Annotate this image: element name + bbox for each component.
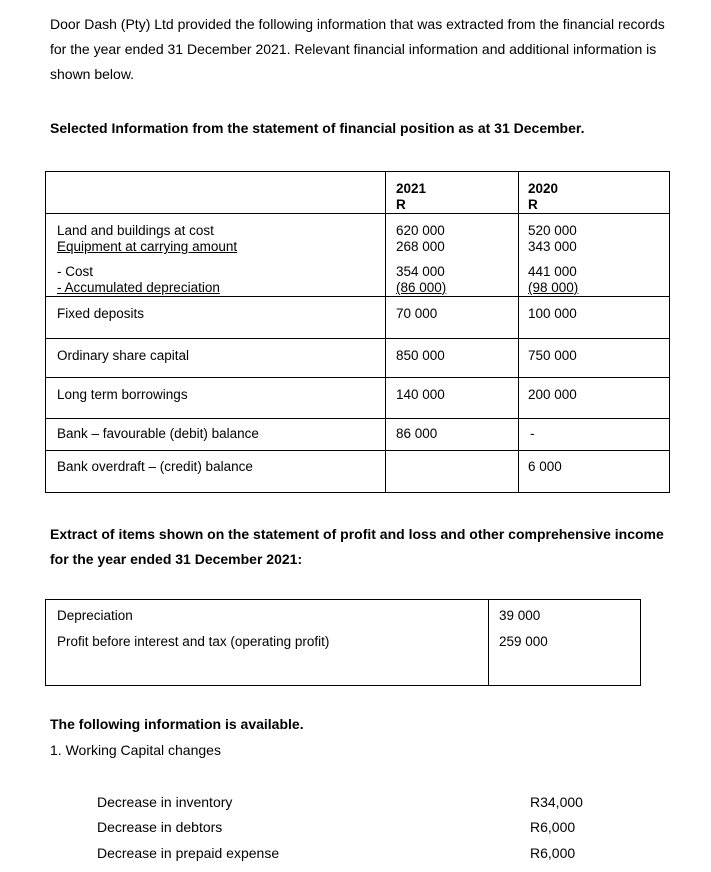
row-share-2020: 750 000 [528, 348, 577, 363]
sfp-col-divider-1 [385, 172, 386, 492]
row-land-2020: 520 000 [528, 223, 577, 238]
row-accdep-2021: (86 000) [396, 280, 447, 295]
sfp-col-divider-2 [518, 172, 519, 492]
row-fixed-label: Fixed deposits [57, 306, 145, 321]
intro-line-2: for the year ended 31 December 2021. Relevant financial information and additional information is [50, 41, 657, 57]
wc-inventory-value: R34,000 [530, 794, 583, 810]
sfp-row-divider [46, 418, 669, 419]
row-cost-2021: 354 000 [396, 264, 445, 279]
pl-heading-line-1: Extract of items shown on the statement of profit and loss and other comprehensive income [50, 526, 664, 542]
wc-inventory-label: Decrease in inventory [97, 794, 233, 810]
row-ltb-2020: 200 000 [528, 387, 577, 402]
pl-heading [50, 522, 706, 572]
pl-table [45, 599, 641, 686]
row-equip-label: Equipment at carrying amount [57, 239, 238, 254]
pl-dep-value: 39 000 [499, 608, 541, 623]
intro-paragraph [50, 12, 706, 87]
row-bankfav-2021: 86 000 [396, 426, 438, 441]
row-accdep-label: - Accumulated depreciation [57, 280, 220, 295]
additional-item-1: 1. Working Capital changes [50, 742, 221, 758]
row-fixed-2021: 70 000 [396, 306, 438, 321]
intro-line-1: Door Dash (Pty) Ltd provided the following information that was extracted from the financial records [50, 16, 665, 32]
row-land-label: Land and buildings at cost [57, 223, 214, 238]
sfp-row-divider [46, 213, 669, 214]
pl-col-divider [488, 600, 489, 685]
additional-heading: The following information is available. [50, 716, 304, 732]
sfp-row-divider [46, 450, 669, 451]
row-share-label: Ordinary share capital [57, 348, 190, 363]
row-land-2021: 620 000 [396, 223, 445, 238]
intro-line-3: shown below. [50, 66, 135, 82]
row-cost-label: - Cost [57, 264, 94, 279]
sfp-row-divider [46, 377, 669, 378]
wc-prepaid-value: R6,000 [530, 845, 576, 861]
row-overdraft-2020: 6 000 [528, 459, 562, 474]
row-accdep-2020: (98 000) [528, 280, 579, 295]
row-ltb-2021: 140 000 [396, 387, 445, 402]
sfp-heading: Selected Information from the statement of financial position as at 31 December. [50, 120, 585, 136]
row-bankfav-2020: - [530, 426, 535, 441]
wc-debtors-label: Decrease in debtors [97, 819, 223, 835]
header-2020-year: 2020 [528, 181, 559, 196]
row-equip-2020: 343 000 [528, 239, 577, 254]
row-cost-2020: 441 000 [528, 264, 577, 279]
row-equip-2021: 268 000 [396, 239, 445, 254]
pl-pbit-value: 259 000 [499, 634, 548, 649]
sfp-row-divider [46, 338, 669, 339]
header-2021-year: 2021 [396, 181, 427, 196]
sfp-row-divider [46, 296, 669, 297]
row-fixed-2020: 100 000 [528, 306, 577, 321]
row-share-2021: 850 000 [396, 348, 445, 363]
header-2021-unit: R [396, 197, 406, 212]
row-bankfav-label: Bank – favourable (debit) balance [57, 426, 259, 441]
sfp-table [45, 171, 670, 493]
row-ltb-label: Long term borrowings [57, 387, 188, 402]
row-overdraft-label: Bank overdraft – (credit) balance [57, 459, 253, 474]
wc-prepaid-label: Decrease in prepaid expense [97, 845, 280, 861]
pl-heading-line-2: for the year ended 31 December 2021: [50, 551, 303, 567]
pl-dep-label: Depreciation [57, 608, 133, 623]
pl-pbit-label: Profit before interest and tax (operating profit) [57, 634, 330, 649]
wc-debtors-value: R6,000 [530, 819, 576, 835]
header-2020-unit: R [528, 197, 538, 212]
